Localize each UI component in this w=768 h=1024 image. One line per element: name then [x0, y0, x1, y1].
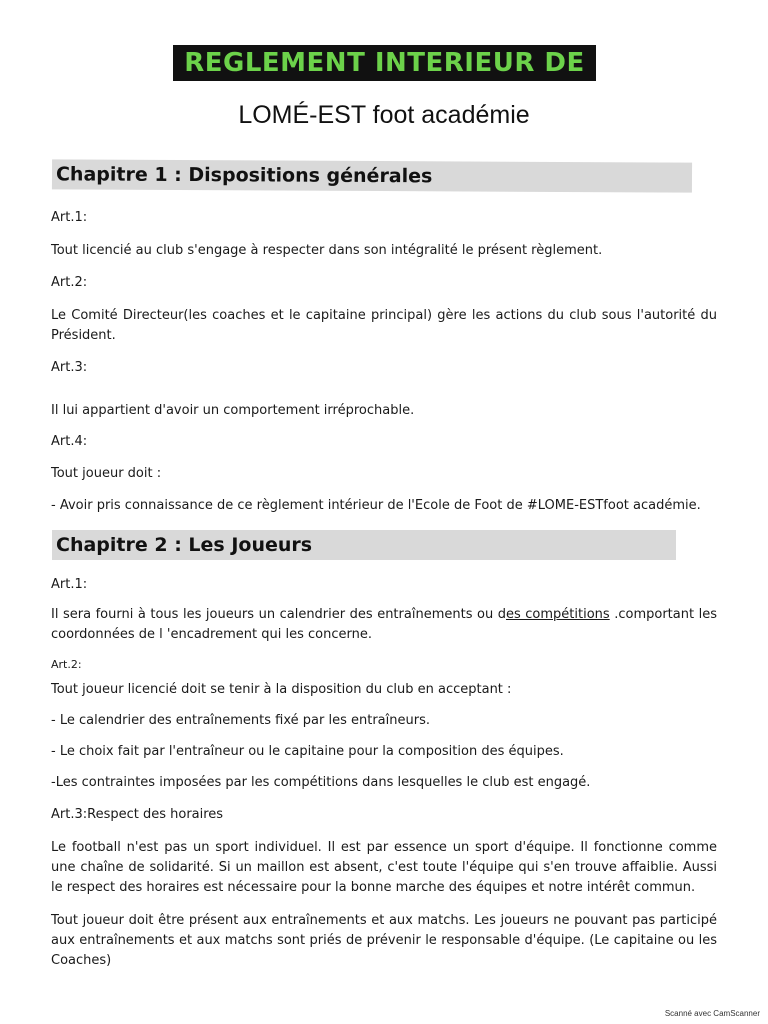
- ch2-art3-paragraph-1: Le football n'est pas un sport individuel. Il est par essence un sport d'équipe. Il fonctionne comme une chaîne de solidarité. Si un maillon est absent, c'est toute l'équipe qui s'en trouve affaiblie. Aussi le respect des horaires est nécessaire pour la bonne marche des équipes et notre intérêt commun.: [51, 840, 717, 895]
- ch2-art1-label: Art.1:: [51, 577, 88, 592]
- ch2-art1-text: [51, 605, 717, 645]
- ch2-art1-text-b: .comportant les coordonnées de l 'encadrement qui les concerne.: [51, 607, 718, 642]
- ch2-art3-label: Art.3:Respect des horaires: [51, 807, 224, 822]
- ch2-art2-item-1: - Le calendrier des entraînements fixé par les entraîneurs.: [51, 713, 430, 728]
- ch2-art2-label: Art.2:: [51, 658, 82, 671]
- scanner-watermark: Scanné avec CamScanner: [664, 1009, 760, 1018]
- ch1-art3-text: Il lui appartient d'avoir un comportement irréprochable.: [51, 403, 415, 418]
- ch1-art2-label: Art.2:: [51, 275, 88, 290]
- ch1-art4-intro: Tout joueur doit :: [51, 466, 162, 481]
- chapter-2-heading: Chapitre 2 : Les Joueurs: [52, 530, 676, 560]
- page-subtitle: LOMÉ-EST foot académie: [238, 101, 530, 129]
- ch2-art3-paragraph-2: Tout joueur doit être présent aux entraînements et aux matchs. Les joueurs ne pouvant pas participé aux entraînements et aux matchs sont priés de prévenir le responsable d'équipe. (Le capitaine ou les Coaches): [51, 913, 717, 968]
- title-banner: REGLEMENT INTERIEUR DE: [173, 45, 596, 81]
- ch1-art4-label: Art.4:: [51, 434, 88, 449]
- ch2-art2-intro: Tout joueur licencié doit se tenir à la disposition du club en acceptant :: [51, 682, 512, 697]
- ch1-art3-label: Art.3:: [51, 360, 88, 375]
- ch1-art1-label: Art.1:: [51, 210, 88, 225]
- chapter-1-heading: Chapitre 1 : Dispositions générales: [52, 159, 692, 192]
- ch1-art1-text: Tout licencié au club s'engage à respecter dans son intégralité le présent règlement.: [51, 243, 603, 258]
- ch2-art1-text-a: Il sera fourni à tous les joueurs un calendrier des entraînements ou d: [51, 607, 506, 622]
- ch2-art2-item-2: - Le choix fait par l'entraîneur ou le capitaine pour la composition des équipes.: [51, 744, 564, 759]
- ch1-art2-text: Le Comité Directeur(les coaches et le capitaine principal) gère les actions du club sous l'autorité du Président.: [51, 308, 717, 343]
- ch2-art2-item-3: -Les contraintes imposées par les compétitions dans lesquelles le club est engagé.: [51, 775, 591, 790]
- ch1-art4-item: - Avoir pris connaissance de ce règlement intérieur de l'Ecole de Foot de #LOME-ESTfoot académie.: [51, 498, 701, 513]
- ch2-art1-text-underlined: es compétitions: [505, 607, 610, 622]
